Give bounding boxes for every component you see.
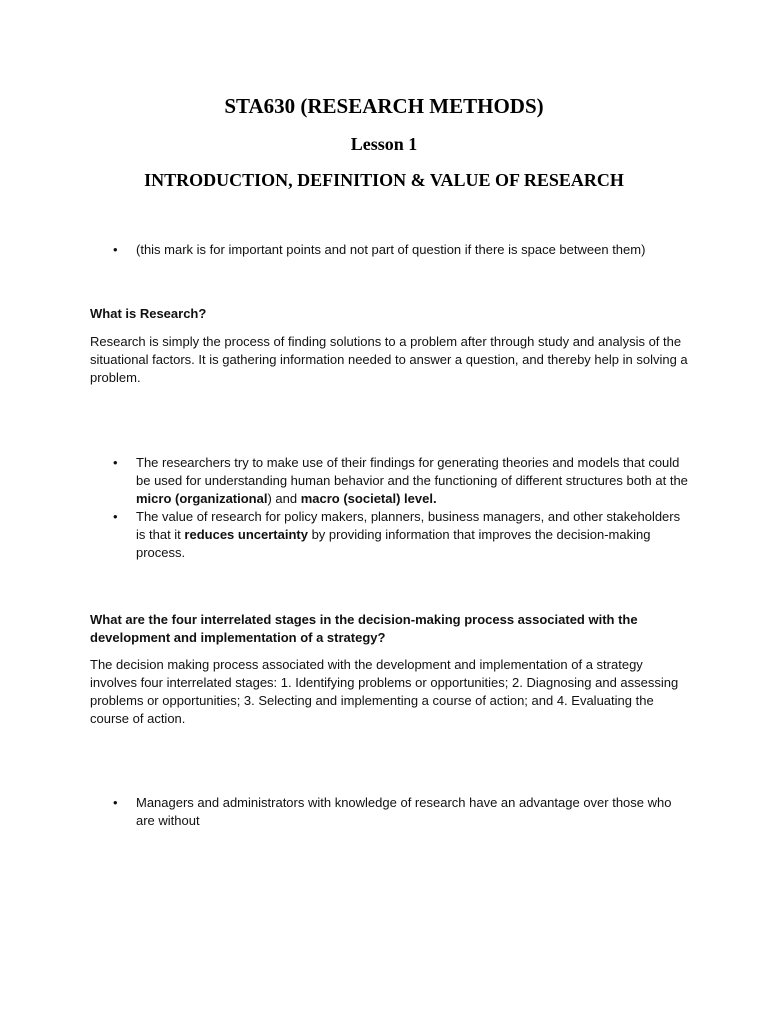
question-heading: What is Research? <box>90 306 207 321</box>
bullet-icon: • <box>113 455 118 470</box>
bullet-icon: • <box>113 242 118 257</box>
note-list <box>90 241 690 259</box>
list-item <box>90 241 690 259</box>
key-points-list <box>90 454 690 562</box>
question-heading: What are the four interrelated stages in the decision-making process associated with the development and implementation of a strategy? <box>90 612 638 645</box>
key-points-list <box>90 794 690 830</box>
lesson-title: INTRODUCTION, DEFINITION & VALUE OF RESEARCH <box>144 170 624 190</box>
answer-paragraph: The decision making process associated with the development and implementation of a strategy involves four interrelated stages: 1. Identifying problems or opportunities; 2. Diagnosing and assessing problems or opportunities; 3. Selecting and implementing a course of action; and 4. Evaluating the course of action. <box>90 657 679 726</box>
lesson-number: Lesson 1 <box>350 134 418 154</box>
bold-term: macro (societal) level. <box>300 491 437 506</box>
list-item <box>90 794 690 830</box>
point-text: The value of research for policy makers, planners, business managers, and other stakeholders is that it reduces uncertainty by providing information that improves the decision-making process. <box>136 509 681 560</box>
point-text: Managers and administrators with knowledge of research have an advantage over those who are without <box>136 795 672 828</box>
bold-term: reduces uncertainty <box>184 527 308 542</box>
note-text: (this mark is for important points and not part of question if there is space between them) <box>136 242 646 257</box>
point-text: The researchers try to make use of their findings for generating theories and models that could be used for understanding human behavior and the functioning of different structures both at the micro (organizational) and macro (societal) level. <box>136 455 688 506</box>
bold-term: micro (organizational <box>136 491 268 506</box>
answer-paragraph: Research is simply the process of finding solutions to a problem after through study and analysis of the situational factors. It is gathering information needed to answer a question, and thereby help in solving a problem. <box>90 334 688 385</box>
list-item <box>90 454 690 508</box>
list-item <box>90 508 690 562</box>
course-title: STA630 (RESEARCH METHODS) <box>224 94 544 118</box>
bullet-icon: • <box>113 509 118 524</box>
bullet-icon: • <box>113 795 118 810</box>
